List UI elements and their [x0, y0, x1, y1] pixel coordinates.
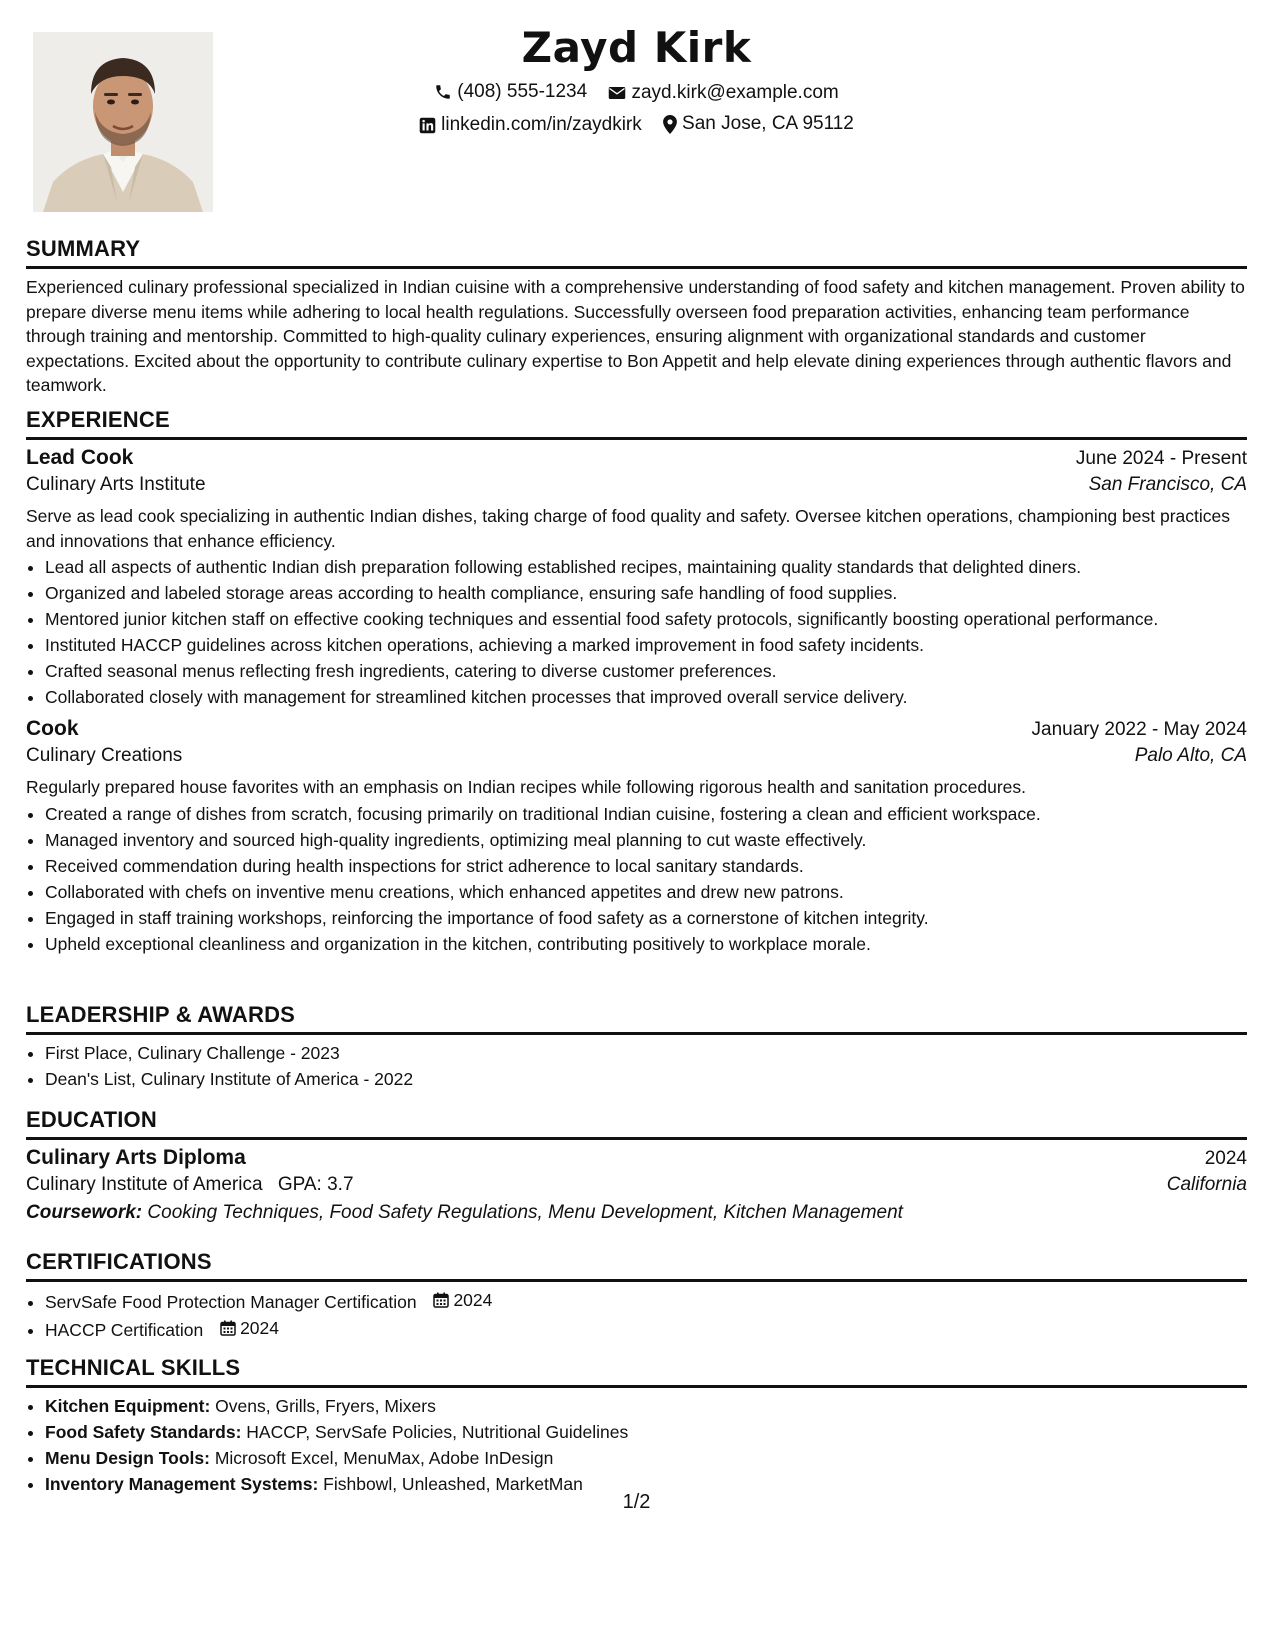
skill-value: HACCP, ServSafe Policies, Nutritional Guidelines: [246, 1422, 629, 1442]
contact-linkedin[interactable]: [419, 112, 642, 138]
linkedin-icon: [419, 117, 436, 134]
list-item: • Mentored junior kitchen staff on effective cooking techniques and essential food safety protocols, significantly boosting operational performance.: [45, 607, 1247, 631]
cert-date: 2024: [433, 1288, 492, 1312]
list-item: • Upheld exceptional cleanliness and organization in the kitchen, contributing positively to workplace morale.: [45, 932, 1247, 956]
phone-icon: [434, 83, 452, 101]
contact-email[interactable]: [608, 80, 838, 106]
page-number: 1/2: [622, 1491, 651, 1513]
list-item: • First Place, Culinary Challenge - 2023: [45, 1041, 1247, 1065]
envelope-icon: [608, 85, 626, 101]
gpa: GPA: 3.7: [277, 1174, 354, 1195]
coursework-text: Cooking Techniques, Food Safety Regulations, Menu Development, Kitchen Management: [147, 1202, 903, 1223]
job-location: San Francisco, CA: [1088, 474, 1247, 495]
section-title-certifications: CERTIFICATIONS: [26, 1247, 1247, 1282]
list-item: • Lead all aspects of authentic Indian dish preparation following established recipes, maintaining quality standards that delighted diners.: [45, 555, 1247, 579]
skill-label: Kitchen Equipment:: [45, 1396, 211, 1416]
section-title-experience: EXPERIENCE: [26, 405, 1247, 440]
job-dates: June 2024 - Present: [1075, 448, 1247, 469]
list-item: • Collaborated with chefs on inventive menu creations, which enhanced appetites and drew new patrons.: [45, 880, 1247, 904]
awards-section: [26, 1000, 1247, 1091]
job-title: Cook: [26, 717, 79, 740]
job-title: Lead Cook: [26, 446, 134, 469]
list-item: • Instituted HACCP guidelines across kitchen operations, achieving a marked improvement in food safety incidents.: [45, 633, 1247, 657]
skill-value: Ovens, Grills, Fryers, Mixers: [215, 1396, 436, 1416]
job-description: Regularly prepared house favorites with an emphasis on Indian recipes while following rigorous health and sanitation procedures.: [26, 777, 1027, 797]
contact-location: [663, 111, 854, 137]
job-bullets: [26, 555, 1247, 709]
skill-label: Food Safety Standards:: [45, 1422, 242, 1442]
list-item: [45, 1394, 1247, 1418]
linkedin-text: linkedin.com/in/zaydkirk: [441, 114, 642, 135]
skills-section: [26, 1353, 1247, 1496]
map-pin-icon: [663, 115, 677, 134]
cert-date: 2024: [220, 1316, 279, 1340]
job-entry-1: [26, 446, 1247, 709]
job-company: Culinary Creations: [26, 745, 183, 766]
contact-phone[interactable]: [434, 79, 587, 105]
coursework-label: Coursework:: [26, 1202, 143, 1223]
list-item: [45, 1316, 1247, 1342]
calendar-icon: [433, 1292, 449, 1308]
list-item: • Collaborated closely with management for streamlined kitchen processes that improved overall service delivery.: [45, 685, 1247, 709]
calendar-icon: [220, 1320, 236, 1336]
email-text: zayd.kirk@example.com: [631, 82, 839, 103]
skill-value: Fishbowl, Unleashed, MarketMan: [323, 1474, 583, 1494]
list-item: [45, 1446, 1247, 1470]
job-company: Culinary Arts Institute: [26, 474, 206, 495]
cert-name: ServSafe Food Protection Manager Certification: [45, 1292, 417, 1312]
awards-list: [26, 1041, 1247, 1091]
job-description: Serve as lead cook specializing in authentic Indian dishes, taking charge of food quality and safety. Oversee kitchen operations, championing best practices and innovations that enhance efficiency.: [26, 506, 1230, 551]
contact-row-1: [26, 79, 1247, 109]
list-item: • Dean's List, Culinary Institute of America - 2022: [45, 1067, 1247, 1091]
job-bullets: [26, 802, 1247, 956]
skills-list: [26, 1394, 1247, 1496]
contact-row-2: [26, 111, 1247, 142]
school-name: Culinary Institute of America: [26, 1174, 263, 1195]
list-item: [45, 1420, 1247, 1444]
candidate-name: Zayd Kirk: [521, 23, 752, 72]
summary-text: Experienced culinary professional specialized in Indian cuisine with a comprehensive understanding of food safety and kitchen management. Proven ability to prepare diverse menu items while adhering to local health regulations. Successfully overseen food preparation activities, enhancing team performance through training and mentorship. Committed to high-quality culinary experiences, ensuring alignment with organizational standards and customer expectations. Excited about the opportunity to contribute culinary expertise to Bon Appetit and help elevate dining experiences through authentic flavors and teamwork.: [26, 277, 1245, 395]
job-dates: January 2022 - May 2024: [1031, 719, 1247, 740]
certifications-list: [26, 1288, 1247, 1342]
skill-value: Microsoft Excel, MenuMax, Adobe InDesign: [214, 1448, 554, 1468]
list-item: • Created a range of dishes from scratch, focusing primarily on traditional Indian cuisine, fostering a clean and efficient workspace.: [45, 802, 1247, 826]
phone-text: (408) 555-1234: [457, 81, 588, 102]
coursework: [26, 1202, 1247, 1224]
list-item: • Crafted seasonal menus reflecting fresh ingredients, catering to diverse customer preferences.: [45, 659, 1247, 683]
degree-title: Culinary Arts Diploma: [26, 1146, 246, 1169]
resume-page: [26, 0, 1247, 1650]
section-title-awards: LEADERSHIP & AWARDS: [26, 1000, 1247, 1035]
list-item: • Organized and labeled storage areas according to health compliance, ensuring safe handling of food supplies.: [45, 581, 1247, 605]
location-text: San Jose, CA 95112: [682, 113, 854, 134]
list-item: • Managed inventory and sourced high-quality ingredients, optimizing meal planning to cut waste effectively.: [45, 828, 1247, 852]
section-title-education: EDUCATION: [26, 1105, 1247, 1140]
skill-label: Inventory Management Systems:: [45, 1474, 319, 1494]
summary-section: [26, 234, 1247, 398]
education-section: [26, 1105, 1247, 1224]
list-item: • Received commendation during health inspections for strict adherence to local sanitary standards.: [45, 854, 1247, 878]
section-title-summary: SUMMARY: [26, 234, 1247, 269]
cert-name: HACCP Certification: [45, 1320, 204, 1340]
section-title-skills: TECHNICAL SKILLS: [26, 1353, 1247, 1388]
skill-label: Menu Design Tools:: [45, 1448, 210, 1468]
certifications-section: [26, 1247, 1247, 1342]
experience-section: [26, 405, 1247, 956]
education-year: 2024: [1204, 1148, 1247, 1169]
job-location: Palo Alto, CA: [1134, 745, 1247, 766]
list-item: [45, 1288, 1247, 1314]
list-item: • Engaged in staff training workshops, reinforcing the importance of food safety as a cornerstone of kitchen integrity.: [45, 906, 1247, 930]
education-location: California: [1166, 1174, 1247, 1195]
job-entry-2: [26, 717, 1247, 956]
